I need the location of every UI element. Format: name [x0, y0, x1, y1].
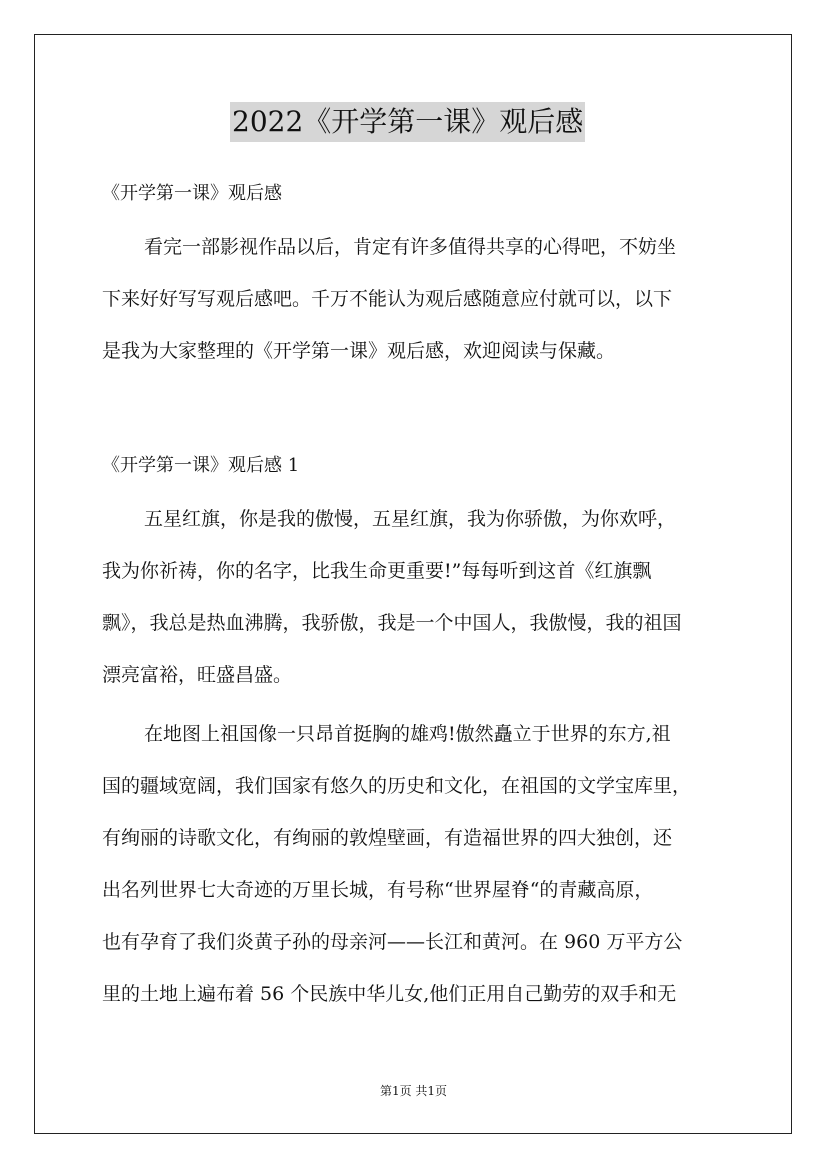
intro-heading: 《开学第一课》观后感	[102, 183, 282, 204]
paragraph-line: 下来好好写写观后感吧。千万不能认为观后感随意应付就可以，以下	[102, 288, 673, 310]
paragraph-line: 是我为大家整理的《开学第一课》观后感，欢迎阅读与保藏。	[102, 340, 616, 362]
paragraph-line: 国的疆域宽阔，我们国家有悠久的历史和文化，在祖国的文学宝库里，	[102, 775, 692, 797]
paragraph-line: 漂亮富裕，旺盛昌盛。	[102, 664, 293, 686]
paragraph-line: 也有孕育了我们炎黄子孙的母亲河——长江和黄河。在 960 万平方公	[102, 931, 683, 953]
paragraph-line: 出名列世界七大奇迹的万里长城，有号称“世界屋脊“的青藏高原，	[102, 879, 654, 901]
section-heading: 《开学第一课》观后感 1	[102, 455, 300, 476]
paragraph-line: 飘》，我总是热血沸腾，我骄傲，我是一个中国人，我傲慢，我的祖国	[102, 612, 682, 634]
section1-paragraph-2	[102, 708, 728, 1020]
intro-paragraph	[102, 221, 728, 377]
paragraph-line: 里的土地上遍布着 56 个民族中华儿女,他们正用自己勤劳的双手和无	[102, 983, 677, 1005]
document-title: 2022《开学第一课》观后感	[230, 102, 585, 142]
paragraph-line: 五星红旗，你是我的傲慢，五星红旗，我为你骄傲，为你欢呼，	[144, 508, 677, 530]
paragraph-line: 看完一部影视作品以后，肯定有许多值得共享的心得吧，不妨坐	[144, 236, 677, 258]
page-number-footer: 第1页 共1页	[379, 1084, 448, 1098]
section1-paragraph-1	[102, 493, 728, 701]
paragraph-line: 我为你祈祷，你的名字，比我生命更重要!”每每听到这首《红旗飘	[102, 560, 652, 582]
paragraph-line: 有绚丽的诗歌文化，有绚丽的敦煌壁画，有造福世界的四大独创，还	[102, 827, 673, 849]
paragraph-line: 在地图上祖国像一只昂首挺胸的雄鸡!傲然矗立于世界的东方,祖	[144, 723, 671, 745]
